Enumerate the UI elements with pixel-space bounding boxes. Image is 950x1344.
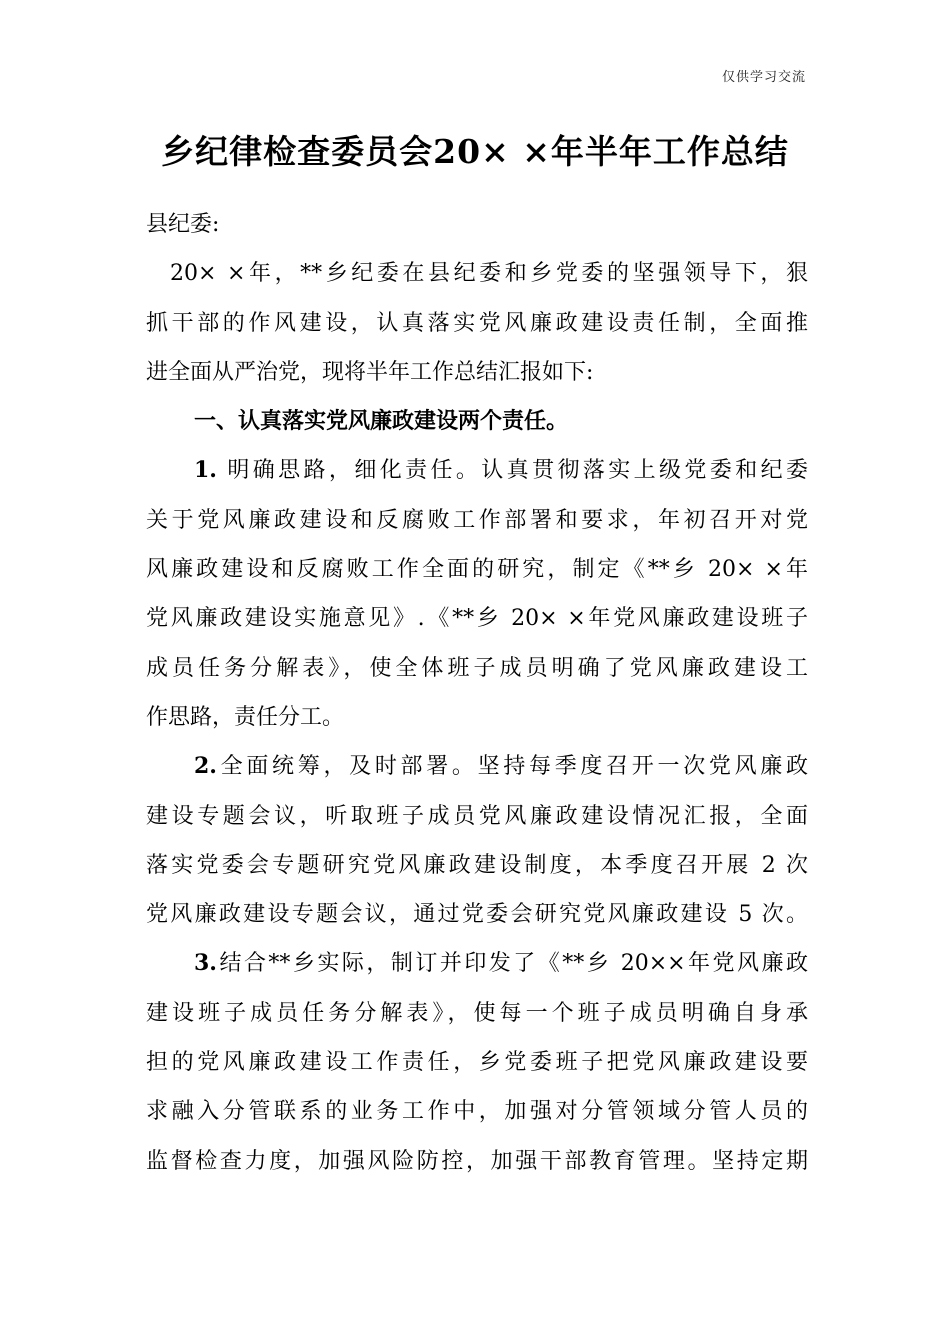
watermark-text: 仅供学习交流 (721, 70, 806, 85)
item-1-first-line (146, 446, 808, 495)
item-2-first-text: 全面统筹，及时部署。坚持每季度召开一次党风廉政 (216, 754, 808, 780)
item-3-first-text: 结合**乡实际，制订并印发了《**乡 20××年党风廉政 (216, 951, 808, 977)
item-1-first-text: 明确思路，细化责任。认真贯彻落实上级党委和纪委 (216, 458, 808, 484)
section-heading-1: 一、认真落实党风廉政建设两个责任。 (194, 409, 569, 435)
item-3-line: 求融入分管联系的业务工作中，加强对分管领域分管人员的 (146, 1099, 808, 1125)
salutation: 县纪委: (146, 212, 220, 237)
item-1-number: 1. (194, 457, 217, 484)
intro-line-2: 抓干部的作风建设，认真落实党风廉政建设责任制，全面推 (146, 310, 808, 336)
item-2-line: 落实党委会专题研究党风廉政建设制度，本季度召开展 2 次 (146, 852, 808, 878)
item-2-first-line (146, 742, 808, 791)
item-3-line: 建设班子成员任务分解表》，使每一个班子成员明确自身承 (146, 1000, 808, 1026)
item-2-number: 2. (194, 753, 217, 780)
item-3-line: 监督检查力度，加强风险防控，加强干部教育管理。坚持定期 (146, 1148, 808, 1174)
document-title: 乡纪律检查委员会20× ×年半年工作总结 (161, 132, 789, 171)
intro-line-3: 进全面从严治党，现将半年工作总结汇报如下: (146, 359, 594, 385)
item-3-first-line (146, 939, 808, 988)
item-1-line: 风廉政建设和反腐败工作全面的研究，制定《**乡 20× ×年 (146, 557, 808, 583)
item-3-number: 3. (194, 950, 217, 977)
item-1-line: 作思路，责任分工。 (146, 704, 345, 730)
item-1-line: 成员任务分解表》，使全体班子成员明确了党风廉政建设工 (146, 655, 808, 681)
item-1-line: 关于党风廉政建设和反腐败工作部署和要求，年初召开对党 (146, 507, 808, 533)
item-2-line: 建设专题会议，听取班子成员党风廉政建设情况汇报，全面 (146, 803, 808, 829)
intro-line-1: 20× ×年，**乡纪委在县纪委和乡党委的坚强领导下，狠 (170, 261, 808, 287)
document-body (146, 200, 808, 1186)
item-2-line: 党风廉政建设专题会议，通过党委会研究党风廉政建设 5 次。 (146, 902, 808, 928)
item-3-line: 担的党风廉政建设工作责任，乡党委班子把党风廉政建设要 (146, 1050, 808, 1076)
item-1-line: 党风廉政建设实施意见》.《**乡 20× ×年党风廉政建设班子 (146, 606, 808, 632)
